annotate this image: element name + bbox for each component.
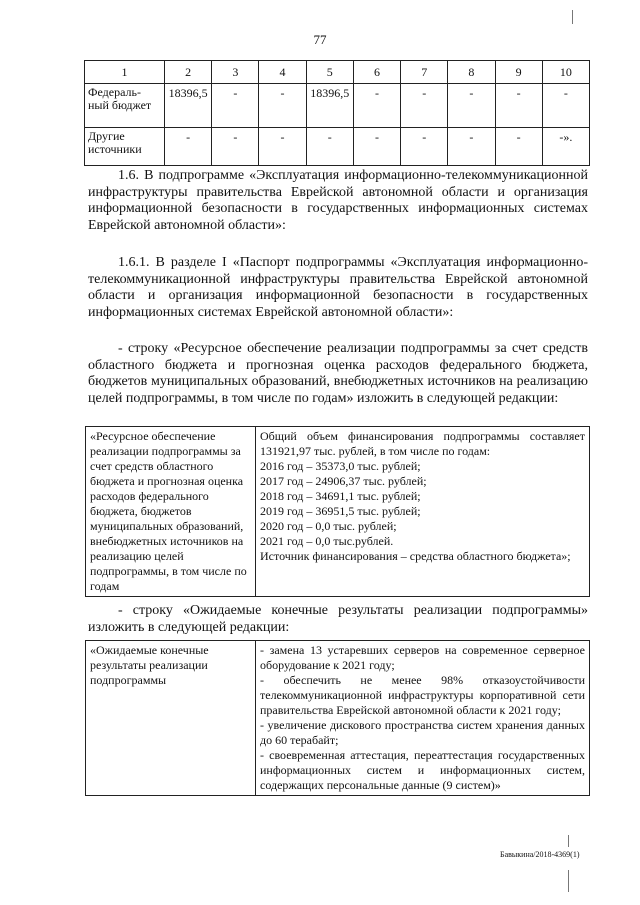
funding-year: 2018 год – 34691,1 тыс. рублей;	[260, 489, 421, 503]
table-cell: -	[495, 128, 542, 166]
table-cell: -	[259, 128, 306, 166]
scan-mark-bottom	[568, 835, 569, 847]
result-item: - своевременная аттестация, переаттестация государственных информационных систем и информационных систем, содержащих персональные данные (9 систем)»	[260, 748, 585, 792]
table-cell: 18396,5	[165, 84, 212, 128]
paragraph-resource-line: - строку «Ресурсное обеспечение реализации подпрограммы за счет средств областного бюджета и прогнозная оценка расходов федерального бюджета, бюджетов муниципальных образований, внебюджетных источников на реализацию целей подпрограммы, в том числе по годам» изложить в следующей редакции:	[88, 341, 588, 406]
table-cell: -	[306, 128, 353, 166]
table-cell: -	[212, 128, 259, 166]
scan-mark-top	[572, 10, 573, 24]
header-cell: 10	[542, 61, 589, 84]
header-cell: 9	[495, 61, 542, 84]
header-cell: 8	[448, 61, 495, 84]
scan-mark-bottom-2	[568, 870, 569, 892]
result-item: - замена 13 устаревших серверов на современное серверное оборудование к 2021 году;	[260, 643, 585, 672]
header-cell: 4	[259, 61, 306, 84]
table-cell: -	[353, 84, 400, 128]
budget-table	[84, 60, 590, 166]
row-label: Федераль-ный бюджет	[85, 84, 165, 128]
table-cell: -	[495, 84, 542, 128]
table-cell: -	[542, 84, 589, 128]
funding-year: 2019 год – 36951,5 тыс. рублей;	[260, 504, 421, 518]
table-cell: -	[401, 128, 448, 166]
table-cell: -».	[542, 128, 589, 166]
table-cell: -	[259, 84, 306, 128]
table-cell: -	[448, 84, 495, 128]
table-row	[86, 641, 590, 796]
table-cell: -	[401, 84, 448, 128]
table-cell: -	[353, 128, 400, 166]
header-cell: 6	[353, 61, 400, 84]
table-cell: -	[212, 84, 259, 128]
table-cell: -	[165, 128, 212, 166]
row-label: Другие источники	[85, 128, 165, 166]
header-cell: 3	[212, 61, 259, 84]
paragraph-1-6: 1.6. В подпрограмме «Эксплуатация информационно-телекоммуникационной инфраструктуры правительства Еврейской автономной области и организация информационной безопасности в государственных информационных системах Еврейской автономной области»:	[88, 168, 588, 233]
header-cell: 5	[306, 61, 353, 84]
paragraph-results-line: - строку «Ожидаемые конечные результаты реализации подпрограммы» изложить в следующей редакции:	[88, 603, 588, 635]
table-cell: -	[448, 128, 495, 166]
budget-table-header	[85, 61, 590, 84]
header-cell: 2	[165, 61, 212, 84]
result-item: - обеспечить не менее 98% отказоустойчивости телекоммуникационной инфраструктуры корпоративной сети правительства Еврейской автономной области к 2021 году;	[260, 673, 585, 717]
expected-results-table	[85, 640, 590, 796]
table-row	[85, 84, 590, 128]
funding-source: Источник финансирования – средства областного бюджета»;	[260, 549, 571, 563]
paragraph-1-6-1: 1.6.1. В разделе I «Паспорт подпрограммы «Эксплуатация информационно-телекоммуникационной инфраструктуры правительства Еврейской автономной области и организация информационной безопасности в государственных информационных системах Еврейской автономной области»:	[88, 255, 588, 320]
funding-year: 2016 год – 35373,0 тыс. рублей;	[260, 459, 421, 473]
table-row	[86, 427, 590, 597]
page-number: 77	[313, 32, 327, 47]
header-cell: 1	[85, 61, 165, 84]
table-cell: 18396,5	[306, 84, 353, 128]
funding-total: Общий объем финансирования подпрограммы составляет 131921,97 тыс. рублей, в том числе по годам:	[260, 429, 585, 458]
results-label-cell: «Ожидаемые конечные результаты реализации подпрограммы	[86, 641, 256, 796]
resource-label-cell: «Ресурсное обеспечение реализации подпрограммы за счет средств областного бюджета и прогнозная оценка расходов федерального бюджета, бюджетов муниципальных образований, внебюджетных источников на реализацию целей подпрограммы, в том числе по годам	[86, 427, 256, 597]
funding-year: 2021 год – 0,0 тыс.рублей.	[260, 534, 394, 548]
document-code: Бавыкина/2018-4369(1)	[500, 850, 580, 859]
resource-support-table	[85, 426, 590, 597]
resource-value-cell	[256, 427, 590, 597]
header-cell: 7	[401, 61, 448, 84]
funding-year: 2017 год – 24906,37 тыс. рублей;	[260, 474, 427, 488]
result-item: - увеличение дискового пространства систем хранения данных до 60 терабайт;	[260, 718, 585, 747]
results-value-cell	[256, 641, 590, 796]
table-row	[85, 128, 590, 166]
funding-year: 2020 год – 0,0 тыс. рублей;	[260, 519, 397, 533]
